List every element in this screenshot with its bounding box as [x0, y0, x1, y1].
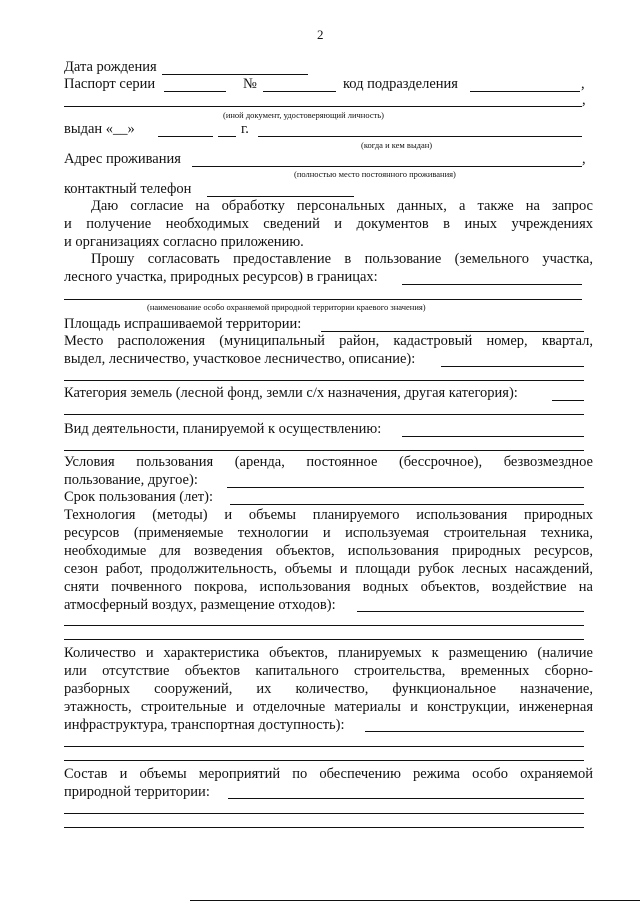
- request-caption: (наименование особо охраняемой природной территории краевого значения): [147, 302, 426, 312]
- activity-line: [402, 436, 584, 437]
- birth-date-line: [162, 74, 308, 75]
- location-line: [441, 366, 584, 367]
- issued-by-line: [258, 136, 582, 137]
- technology-extra-line-2: [64, 639, 584, 640]
- issued-by-caption: (когда и кем выдан): [361, 140, 433, 150]
- area-label: Площадь испрашиваемой территории:: [64, 316, 302, 332]
- objects-line-4: этажность, строительные и отделочные материалы и конструкции, инженерная: [64, 699, 593, 715]
- comma-mark: ,: [581, 76, 585, 92]
- passport-series-line: [164, 91, 226, 92]
- year-label: г.: [241, 121, 249, 137]
- address-label: Адрес проживания: [64, 151, 181, 167]
- bottom-edge-line: [190, 900, 640, 901]
- phone-line: [207, 196, 354, 197]
- objects-line-1: Количество и характеристика объектов, планируемых к размещению (наличие: [64, 645, 593, 661]
- technology-line-5: сняти почвенного покрова, использования водных объектов, воздействие на: [64, 579, 593, 595]
- technology-line: [357, 611, 584, 612]
- issued-label: выдан «__»: [64, 121, 135, 137]
- land-category-extra-line: [64, 414, 584, 415]
- phone-label: контактный телефон: [64, 181, 192, 197]
- consent-line-1: Даю согласие на обработку персональных данных, а также на запрос: [91, 198, 593, 214]
- conditions-line-1: Условия пользования (аренда, постоянное (бессрочное), безвозмездное: [64, 454, 593, 470]
- objects-line: [365, 731, 584, 732]
- activity-extra-line: [64, 450, 584, 451]
- request-boundary-line: [402, 284, 582, 285]
- location-line-1: Место расположения (муниципальный район, кадастровый номер, квартал,: [64, 333, 593, 349]
- division-code-label: код подразделения: [343, 76, 458, 92]
- objects-line-5: инфраструктура, транспортная доступность):: [64, 717, 345, 733]
- other-document-caption: (иной документ, удостоверяющий личность): [223, 110, 385, 120]
- objects-extra-line-2: [64, 760, 584, 761]
- birth-date-label: Дата рождения: [64, 59, 157, 75]
- issued-month-line: [158, 136, 213, 137]
- location-line-2: выдел, лесничество, участковое лесничество, описание):: [64, 351, 416, 367]
- passport-series-label: Паспорт серии: [64, 76, 156, 92]
- consent-line-2: и получение необходимых сведений и документов в иных учреждениях: [64, 216, 593, 232]
- measures-extra-line-1: [64, 813, 584, 814]
- address-caption: (полностью место постоянного проживания): [294, 169, 456, 179]
- area-line: [321, 331, 584, 332]
- measures-line-1: Состав и объемы мероприятий по обеспечению режима особо охраняемой: [64, 766, 593, 782]
- issued-year-line: [218, 136, 236, 137]
- technology-line-3: необходимые для возведения объектов, использования природных ресурсов,: [64, 543, 593, 559]
- objects-extra-line-1: [64, 746, 584, 747]
- activity-label: Вид деятельности, планируемой к осуществлению:: [64, 421, 382, 437]
- passport-number-line: [263, 91, 336, 92]
- consent-line-3: и организациях согласно приложению.: [64, 234, 304, 250]
- objects-line-2: или отсутствие объектов капитального строительства, временных сборно-: [64, 663, 593, 679]
- land-category-label: Категория земель (лесной фонд, земли с/х назначения, другая категория):: [64, 385, 518, 401]
- technology-line-6: атмосферный воздух, размещение отходов):: [64, 597, 336, 613]
- term-label: Срок пользования (лет):: [64, 489, 214, 505]
- objects-line-3: разборных сооружений, их количество, функциональное назначение,: [64, 681, 593, 697]
- request-line-1: Прошу согласовать предоставление в пользование (земельного участка,: [91, 251, 593, 267]
- division-code-line: [470, 91, 580, 92]
- technology-line-1: Технология (методы) и объемы планируемого использования природных: [64, 507, 593, 523]
- request-line-2: лесного участка, природных ресурсов) в границах:: [64, 269, 378, 285]
- comma-mark-3: ,: [582, 151, 586, 167]
- conditions-line: [227, 487, 584, 488]
- technology-extra-line-1: [64, 625, 584, 626]
- technology-line-4: сезон работ, продолжительность, объемы и площади рубок лесных насаждений,: [64, 561, 593, 577]
- measures-line: [228, 798, 584, 799]
- land-category-line: [552, 400, 584, 401]
- measures-extra-line-2: [64, 827, 584, 828]
- page-number: 2: [317, 27, 324, 42]
- comma-mark-2: ,: [582, 92, 586, 108]
- number-sign: №: [243, 76, 257, 92]
- location-extra-line: [64, 380, 584, 381]
- measures-line-2: природной территории:: [64, 784, 210, 800]
- address-line: [192, 166, 582, 167]
- request-area-name-line: [64, 299, 582, 300]
- technology-line-2: ресурсов (применяемые технологии и используемая строительная техника,: [64, 525, 593, 541]
- other-document-line: [64, 106, 582, 107]
- term-line: [230, 504, 584, 505]
- conditions-line-2: пользование, другое):: [64, 472, 198, 488]
